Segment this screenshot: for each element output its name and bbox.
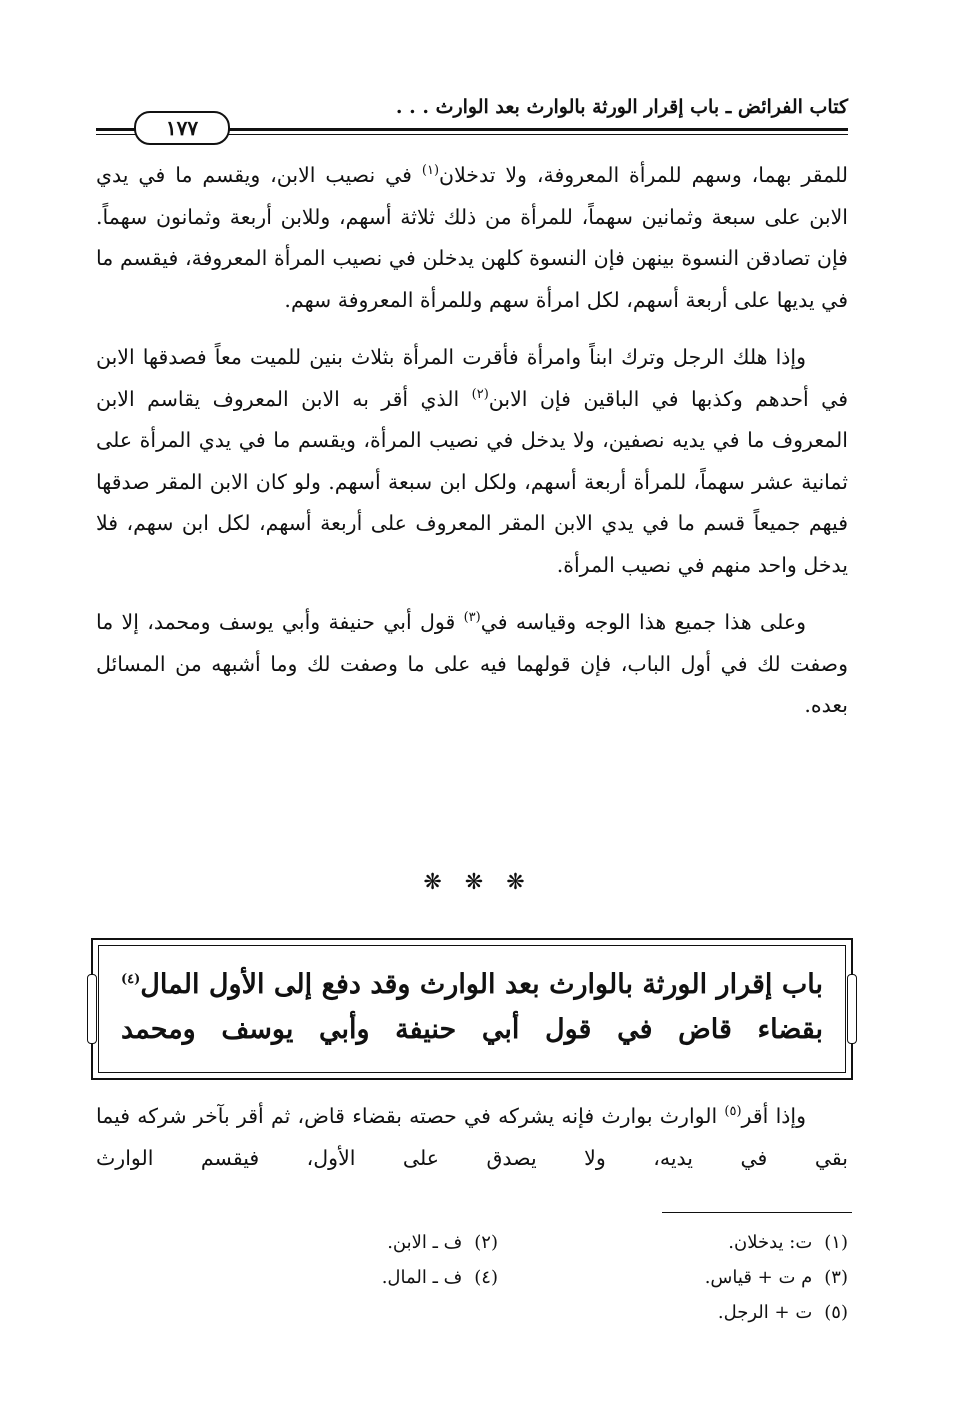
- chapter-title-text-b: بقضاء قاض في قول أبي حنيفة وأبي يوسف ومحمد: [121, 1014, 823, 1045]
- section-ornament: ❋ ❋ ❋: [423, 870, 533, 895]
- footnote-text: ت: يدخلان.: [728, 1232, 813, 1253]
- paragraph-3-text-a: وعلى هذا جميع هذا الوجه وقياسه في: [480, 610, 806, 634]
- paragraph-2-text-a: وإذا هلك الرجل وترك ابناً وامرأة فأقرت المرأة بثلاث بنين للميت معاً فصدقها الابن في أحدهم وكذبها في الباقين فإن الابن: [96, 345, 849, 411]
- footnote-text: م ت + قياس.: [704, 1267, 813, 1288]
- footnote-ref-3[interactable]: (٣): [463, 610, 481, 626]
- footnote-5: [478, 1295, 848, 1330]
- chapter-title-text-a: باب إقرار الورثة بالوارث بعد الوارث وقد دفع إلى الأول المال: [140, 969, 823, 1000]
- paragraph-1-text-a: للمقر بهما، وسهم للمرأة المعروفة، ولا تدخلان: [439, 163, 848, 187]
- paragraph-4: [96, 1096, 848, 1179]
- paragraph-4-text-b: الوارث بوارث فإنه يشركه في حصته بقضاء قاض، ثم أقر بآخر شركه فيما بقي في يديه، ولا يصدق على الأول، فيقسم الوارث: [96, 1104, 848, 1170]
- footnote-number: (٣): [824, 1267, 848, 1288]
- footnote-row: [148, 1295, 848, 1330]
- footnote-text: ت + الرجل.: [717, 1302, 813, 1323]
- page-number: ١٧٧: [134, 111, 230, 145]
- footnote-row: [148, 1260, 848, 1295]
- paragraph-2: [96, 337, 848, 586]
- footnote-row: [148, 1225, 848, 1260]
- page-header: [96, 96, 848, 146]
- paragraph-3: [96, 602, 848, 727]
- footnote-3: [498, 1260, 848, 1295]
- paragraph-2-text-b: الذي أقر به الابن المعروف يقاسم الابن المعروف ما في يديه نصفين، ولا يدخل في نصيب المرأة، ويقسم ما في يدي المرأة على ثمانية عشر سهماً، للمرأة أربعة أسهم، ولكل ابن سبعة أسهم. ولو كان الابن المقر صدقها فيهم جميعاً قسم ما في يدي الابن المقر المعروف على أربعة أسهم، لكل ابن سهم، فلا يدخل واحد منهم في نصيب المرأة.: [96, 386, 848, 577]
- footnote-ref-1[interactable]: (١): [421, 163, 440, 179]
- footnote-text: ف ـ المال.: [381, 1267, 463, 1288]
- paragraph-1-text-b: في نصيب الابن، ويقسم ما في يدي الابن على سبعة وثمانين سهماً، للمرأة من ذلك ثلاثة أسهم، وللابن أربعة وثمانون سهماً. فإن تصادقن النسوة بينهن فإن النسوة كلهن يدخلن في نصيب المرأة المعروفة، فيقسم ما في يديها على أربعة أسهم، لكل امرأة سهم وللمرأة المعروفة سهم.: [96, 163, 848, 312]
- footnote-ref-5[interactable]: (٥): [724, 1104, 742, 1120]
- footnote-separator: [662, 1212, 852, 1213]
- footnote-number: (٤): [474, 1267, 498, 1288]
- running-title: كتاب الفرائض ـ باب إقرار الورثة بالوارث بعد الوارث . . .: [395, 96, 848, 118]
- footnotes: [148, 1225, 848, 1330]
- footnote-number: (٥): [824, 1302, 848, 1323]
- chapter-text: [96, 1096, 848, 1179]
- footnote-number: (١): [824, 1232, 848, 1253]
- chapter-title: [121, 962, 823, 1052]
- paragraph-1: [96, 155, 848, 321]
- footnote-number: (٢): [474, 1232, 498, 1253]
- footnote-ref-2[interactable]: (٢): [471, 386, 489, 402]
- footnote-2: [148, 1225, 498, 1260]
- paragraph-3-text-b: قول أبي حنيفة وأبي يوسف ومحمد، إلا ما وصفت لك في أول الباب، فإن قولهما فيه على ما وصفت لك وما أشبهه من المسائل بعده.: [96, 610, 848, 717]
- chapter-heading-frame: [91, 938, 853, 1080]
- paragraph-4-text-a: وإذا أقر: [741, 1104, 806, 1128]
- footnote-text: ف ـ الابن.: [387, 1232, 463, 1253]
- footnote-4: [148, 1260, 498, 1295]
- footnote-1: [498, 1225, 848, 1260]
- footnote-ref-4[interactable]: (٤): [121, 972, 141, 987]
- main-text: [96, 155, 848, 743]
